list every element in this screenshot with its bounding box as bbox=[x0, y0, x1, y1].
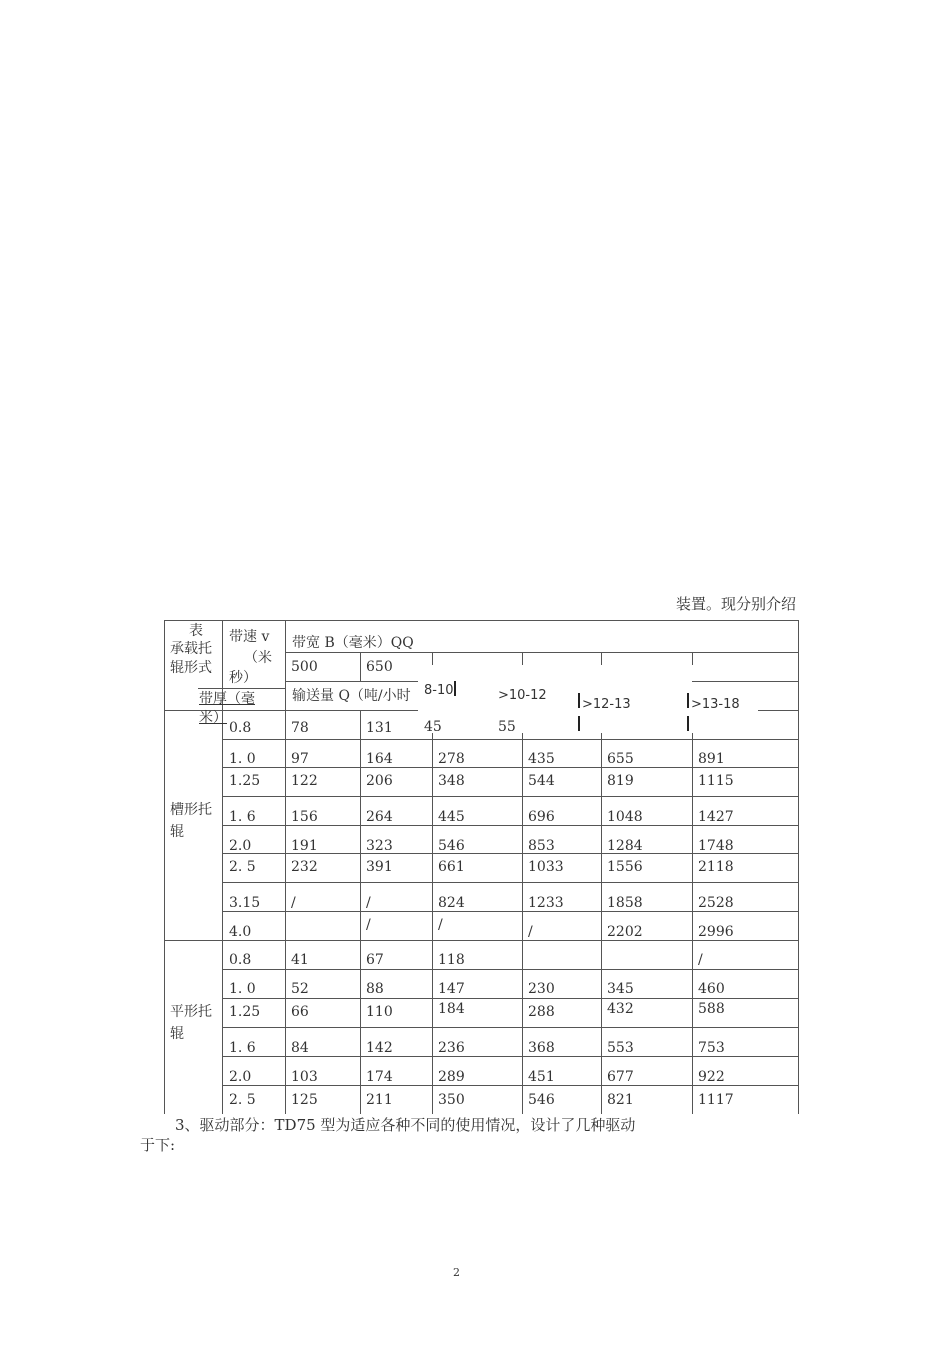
table-col-divider bbox=[522, 882, 523, 911]
table-cell: 88 bbox=[366, 981, 384, 997]
group-label: 平形托辊 bbox=[170, 1004, 212, 1042]
table-cell: 122 bbox=[291, 773, 318, 789]
table-col-divider bbox=[798, 969, 799, 998]
table-col-divider bbox=[360, 1085, 361, 1114]
table-row-line bbox=[222, 940, 798, 941]
table-cell: 391 bbox=[366, 859, 393, 875]
table-col-divider bbox=[601, 940, 602, 969]
table-cell: 278 bbox=[438, 751, 465, 767]
table-col-divider bbox=[798, 998, 799, 1027]
speed-value: 1. 6 bbox=[229, 1040, 256, 1056]
table-cell: 78 bbox=[291, 720, 309, 736]
table-col-divider bbox=[432, 911, 433, 940]
table-cell: 142 bbox=[366, 1040, 393, 1056]
table-col-divider bbox=[798, 940, 799, 969]
paragraph-line-2: 于下: bbox=[140, 1136, 176, 1154]
table-cell: 445 bbox=[438, 809, 465, 825]
table-col-divider bbox=[285, 825, 286, 853]
table-cell: 211 bbox=[366, 1092, 393, 1108]
table-col-divider bbox=[432, 767, 433, 796]
table-col-divider bbox=[601, 739, 602, 767]
speed-value: 3.15 bbox=[229, 895, 261, 911]
table-col-divider bbox=[798, 1085, 799, 1114]
table-col-divider bbox=[522, 767, 523, 796]
table-cell: 368 bbox=[528, 1040, 555, 1056]
table-col-divider bbox=[360, 739, 361, 767]
table-col-divider bbox=[692, 767, 693, 796]
table-cell: 544 bbox=[528, 773, 555, 789]
speed-value: 2.0 bbox=[229, 1069, 252, 1085]
table-col-divider bbox=[692, 825, 693, 853]
table-cell: 1427 bbox=[698, 809, 734, 825]
table-col-divider bbox=[798, 825, 799, 853]
table-cell: 1556 bbox=[607, 859, 643, 875]
table-row-line bbox=[222, 1056, 798, 1057]
table-col-divider bbox=[285, 739, 286, 767]
table-cell: 66 bbox=[291, 1004, 309, 1020]
table-col-divider bbox=[798, 739, 799, 767]
table-col-divider bbox=[522, 825, 523, 853]
table-col-divider bbox=[692, 998, 693, 1027]
speed-value: 1.25 bbox=[229, 773, 261, 789]
table-cell: 460 bbox=[698, 981, 725, 997]
table-col-divider bbox=[522, 969, 523, 998]
table-col-divider bbox=[432, 1085, 433, 1114]
table-cell: 164 bbox=[366, 751, 393, 767]
table-col-divider bbox=[692, 853, 693, 882]
table-col-divider bbox=[601, 825, 602, 853]
table-col-divider bbox=[360, 998, 361, 1027]
speed-value: 2. 5 bbox=[229, 1092, 256, 1108]
table-cell: 821 bbox=[607, 1092, 634, 1108]
table-cell: 2996 bbox=[698, 924, 734, 940]
speed-value: 1. 0 bbox=[229, 751, 256, 767]
table-col-divider bbox=[601, 882, 602, 911]
table-cell: 2202 bbox=[607, 924, 643, 940]
table-col-divider bbox=[432, 882, 433, 911]
overlay-bar bbox=[578, 716, 580, 731]
table-row-line bbox=[222, 969, 798, 970]
table-col-divider bbox=[692, 1056, 693, 1085]
table-cell: / bbox=[528, 924, 533, 940]
header-thickness: 带厚（毫米） bbox=[199, 691, 255, 726]
table-cell: 1748 bbox=[698, 838, 734, 854]
table-cell: 206 bbox=[366, 773, 393, 789]
table-col-divider bbox=[601, 767, 602, 796]
overlay-range: 8-10 bbox=[424, 683, 454, 698]
table-cell: 125 bbox=[291, 1092, 318, 1108]
table-cell: 435 bbox=[528, 751, 555, 767]
table-cell: 118 bbox=[438, 952, 465, 968]
table-col-divider bbox=[601, 1056, 602, 1085]
table-cell: 655 bbox=[607, 751, 634, 767]
table-col-divider bbox=[432, 739, 433, 767]
overlay-bar bbox=[687, 693, 689, 708]
table-cell: 230 bbox=[528, 981, 555, 997]
table-col-divider bbox=[432, 853, 433, 882]
table-cell: 156 bbox=[291, 809, 318, 825]
table-cell: 232 bbox=[291, 859, 318, 875]
table-col-divider bbox=[360, 911, 361, 940]
table-cell: 348 bbox=[438, 773, 465, 789]
table-cell: 97 bbox=[291, 751, 309, 767]
table-col-divider bbox=[692, 940, 693, 969]
table-col-divider bbox=[692, 969, 693, 998]
table-col-divider bbox=[601, 853, 602, 882]
table-col-divider bbox=[432, 998, 433, 1027]
table-cell: 1284 bbox=[607, 838, 643, 854]
table-header-line bbox=[285, 652, 798, 653]
page-number: 2 bbox=[453, 1266, 460, 1279]
table-diagonal-guide bbox=[198, 688, 285, 689]
header-row-label: 承载托辊形式 bbox=[170, 641, 212, 676]
speed-value: 4.0 bbox=[229, 924, 252, 940]
table-cell: 323 bbox=[366, 838, 393, 854]
table-cell: 546 bbox=[438, 838, 465, 854]
table-col-divider bbox=[360, 652, 361, 681]
table-col-divider bbox=[798, 853, 799, 882]
table-col-divider bbox=[522, 739, 523, 767]
table-cell: / bbox=[366, 895, 371, 911]
table-cell: 1233 bbox=[528, 895, 564, 911]
table-col-divider bbox=[360, 1056, 361, 1085]
header-width-value: 500 bbox=[291, 659, 318, 675]
table-col-divider bbox=[285, 882, 286, 911]
header-capacity: 输送量 Q（吨/小时 bbox=[292, 688, 411, 704]
overlay-bar bbox=[578, 693, 580, 708]
intro-fragment: 装置。现分别介绍 bbox=[676, 595, 797, 613]
table-row-line bbox=[222, 1027, 798, 1028]
table-cell: 236 bbox=[438, 1040, 465, 1056]
speed-value: 2. 5 bbox=[229, 859, 256, 875]
table-col-divider bbox=[522, 998, 523, 1027]
overlay-range: >10-12 bbox=[498, 688, 547, 703]
table-col-divider bbox=[798, 710, 799, 739]
table-cell: 345 bbox=[607, 981, 634, 997]
table-col-divider bbox=[601, 998, 602, 1027]
table-cell: 546 bbox=[528, 1092, 555, 1108]
table-col-divider bbox=[522, 911, 523, 940]
table-header-line bbox=[692, 681, 798, 682]
header-biao: 表 bbox=[189, 623, 203, 639]
speed-value: 1. 0 bbox=[229, 981, 256, 997]
header-width-value: 650 bbox=[366, 659, 393, 675]
table-col-divider bbox=[601, 796, 602, 825]
header-width: 带宽 B（毫米）QQ bbox=[292, 635, 414, 651]
table-row-line bbox=[222, 825, 798, 826]
table-col-divider bbox=[285, 969, 286, 998]
table-row-line bbox=[222, 767, 798, 768]
table-cell: 922 bbox=[698, 1069, 725, 1085]
table-col-divider bbox=[798, 882, 799, 911]
table-cell: 52 bbox=[291, 981, 309, 997]
table-col-divider bbox=[285, 853, 286, 882]
speed-value: 2.0 bbox=[229, 838, 252, 854]
table-cell: 853 bbox=[528, 838, 555, 854]
table-col-divider bbox=[601, 1085, 602, 1114]
table-col-divider bbox=[522, 1027, 523, 1056]
table-cell: 2118 bbox=[698, 859, 734, 875]
header-speed-unit-a: （米 bbox=[244, 650, 272, 666]
table-col-divider bbox=[360, 969, 361, 998]
table-cell: 819 bbox=[607, 773, 634, 789]
table-col-divider bbox=[522, 1056, 523, 1085]
overlay-value: 45 bbox=[424, 719, 442, 735]
table-col-divider bbox=[285, 796, 286, 825]
table-row-line bbox=[222, 796, 798, 797]
table-cell: 1048 bbox=[607, 809, 643, 825]
group-label: 槽形托辊 bbox=[170, 802, 212, 840]
table-cell: 103 bbox=[291, 1069, 318, 1085]
table-col-divider bbox=[798, 1056, 799, 1085]
table-cell: 696 bbox=[528, 809, 555, 825]
table-row-line bbox=[222, 998, 798, 999]
table-top-border bbox=[164, 620, 799, 621]
table-col-divider bbox=[692, 739, 693, 767]
overlay-range: >13-18 bbox=[691, 697, 740, 712]
table-col-divider bbox=[601, 969, 602, 998]
table-col-divider bbox=[798, 911, 799, 940]
table-col-divider bbox=[285, 911, 286, 940]
table-col-divider bbox=[285, 1027, 286, 1056]
table-cell: 264 bbox=[366, 809, 393, 825]
table-cell: 432 bbox=[607, 1001, 634, 1017]
table-cell: 174 bbox=[366, 1069, 393, 1085]
table-cell: 588 bbox=[698, 1001, 725, 1017]
table-cell: 1115 bbox=[698, 773, 734, 789]
table-left-border bbox=[164, 620, 165, 1114]
table-cell: 451 bbox=[528, 1069, 555, 1085]
table-cell: 184 bbox=[438, 1001, 465, 1017]
table-col-divider bbox=[692, 1027, 693, 1056]
table-col-divider bbox=[360, 940, 361, 969]
table-col-divider bbox=[360, 796, 361, 825]
table-cell: 661 bbox=[438, 859, 465, 875]
table-col-divider bbox=[285, 767, 286, 796]
table-col-divider bbox=[432, 940, 433, 969]
table-cell: 191 bbox=[291, 838, 318, 854]
header-speed-unit-b: 秒） bbox=[229, 670, 257, 686]
table-cell: 753 bbox=[698, 1040, 725, 1056]
table-col-divider bbox=[360, 767, 361, 796]
table-row-line bbox=[222, 739, 798, 740]
table-col-divider bbox=[432, 969, 433, 998]
table-col-divider bbox=[360, 1027, 361, 1056]
table-col-divider bbox=[360, 853, 361, 882]
speed-value: 1. 6 bbox=[229, 809, 256, 825]
table-cell: 1117 bbox=[698, 1092, 734, 1108]
table-col-divider bbox=[360, 710, 361, 739]
table-col-divider bbox=[601, 911, 602, 940]
overlay-bar bbox=[687, 716, 689, 731]
speed-value: 1.25 bbox=[229, 1004, 261, 1020]
table-cell: / bbox=[366, 917, 371, 933]
table-cell: 110 bbox=[366, 1004, 393, 1020]
table-col-divider bbox=[360, 882, 361, 911]
table-cell: 131 bbox=[366, 720, 393, 736]
table-cell: 84 bbox=[291, 1040, 309, 1056]
table-right-border bbox=[798, 620, 799, 710]
header-speed: 带速 v bbox=[229, 629, 270, 645]
table-col-divider bbox=[522, 940, 523, 969]
table-col-divider bbox=[285, 710, 286, 739]
speed-value: 0.8 bbox=[229, 720, 252, 736]
table-cell: 677 bbox=[607, 1069, 634, 1085]
table-col-divider bbox=[432, 1027, 433, 1056]
overlay-bar bbox=[454, 681, 456, 696]
table-col-divider bbox=[285, 1085, 286, 1114]
table-col-divider bbox=[798, 1027, 799, 1056]
table-col-divider bbox=[522, 1085, 523, 1114]
table-col-divider bbox=[285, 620, 286, 710]
table-col-divider bbox=[692, 882, 693, 911]
table-col-divider bbox=[798, 796, 799, 825]
table-col-divider bbox=[432, 796, 433, 825]
table-cell: 2528 bbox=[698, 895, 734, 911]
table-cell: 147 bbox=[438, 981, 465, 997]
table-cell: 1033 bbox=[528, 859, 564, 875]
table-cell: 891 bbox=[698, 751, 725, 767]
table-cell: 288 bbox=[528, 1004, 555, 1020]
table-row-line bbox=[222, 882, 798, 883]
table-cell: / bbox=[291, 895, 296, 911]
table-col-divider bbox=[522, 796, 523, 825]
table-cell: 41 bbox=[291, 952, 309, 968]
table-col-divider bbox=[692, 796, 693, 825]
table-cell: 1858 bbox=[607, 895, 643, 911]
paragraph-line-1: 3、驱动部分：TD75 型为适应各种不同的使用情况，设计了几种驱动 bbox=[175, 1116, 636, 1134]
overlay-range: >12-13 bbox=[582, 697, 631, 712]
table-col-divider bbox=[692, 911, 693, 940]
table-row-line bbox=[222, 911, 798, 912]
table-col-divider bbox=[692, 1085, 693, 1114]
table-col-divider bbox=[432, 825, 433, 853]
table-cell: / bbox=[698, 952, 703, 968]
table-cell: 824 bbox=[438, 895, 465, 911]
overlay-value: 55 bbox=[498, 719, 516, 735]
table-col-divider bbox=[285, 998, 286, 1027]
table-cell: 553 bbox=[607, 1040, 634, 1056]
table-col-divider bbox=[360, 825, 361, 853]
table-col-divider bbox=[522, 853, 523, 882]
table-col-divider bbox=[285, 940, 286, 969]
speed-value: 0.8 bbox=[229, 952, 252, 968]
table-col-divider bbox=[285, 1056, 286, 1085]
table-cell: 67 bbox=[366, 952, 384, 968]
table-col-divider bbox=[798, 767, 799, 796]
table-cell: / bbox=[438, 917, 443, 933]
table-row-line bbox=[222, 1085, 798, 1086]
table-cell: 350 bbox=[438, 1092, 465, 1108]
table-col-divider bbox=[432, 1056, 433, 1085]
table-col-divider bbox=[601, 1027, 602, 1056]
table-cell: 289 bbox=[438, 1069, 465, 1085]
